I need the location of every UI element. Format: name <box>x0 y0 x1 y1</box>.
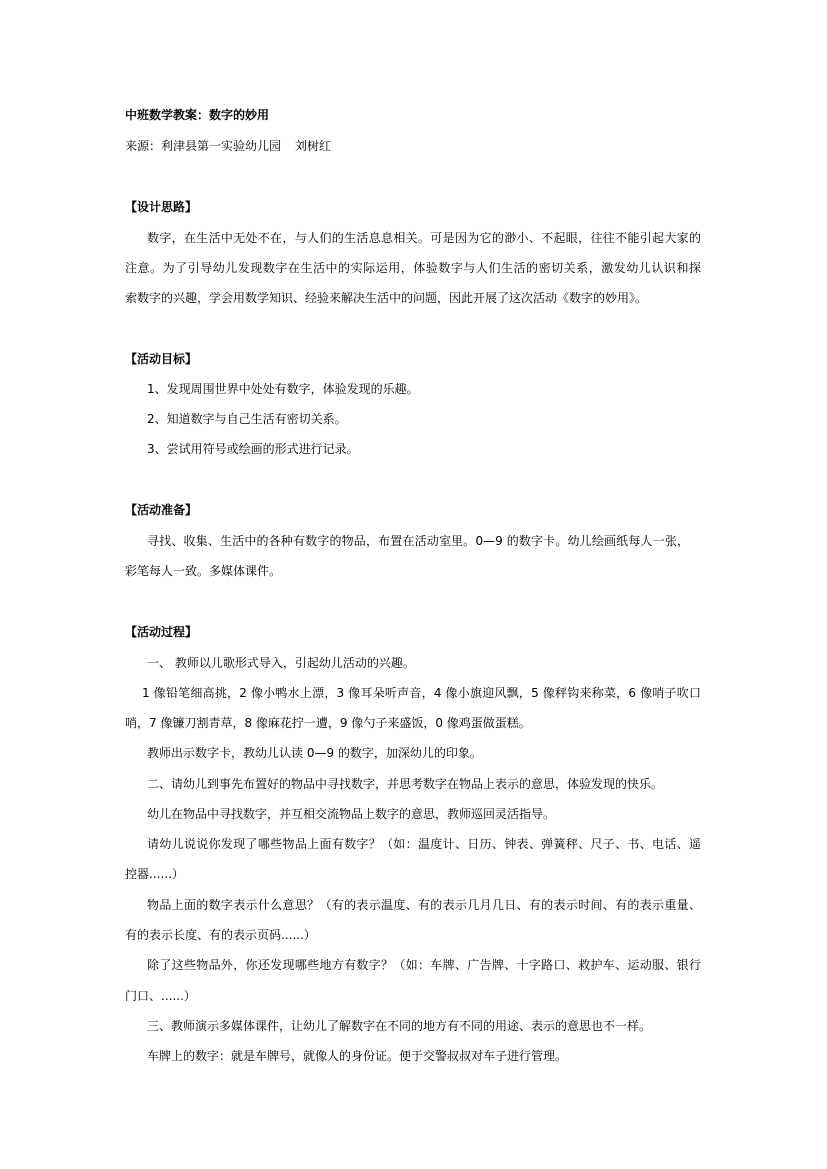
section-heading-process: 【活动过程】 <box>125 625 198 639</box>
source-label: 来源：利津县第一实验幼儿园 <box>125 139 282 153</box>
section-heading-goals: 【活动目标】 <box>125 352 198 366</box>
process-line: 物品上面的数字表示什么意思？（有的表示温度、有的表示几月几日、有的表示时间、有的表示重量、 <box>147 898 701 912</box>
prep-paragraph-line: 彩笔每人一致。多媒体课件。 <box>125 564 282 578</box>
document-title: 中班数学教案：数字的妙用 <box>125 108 270 122</box>
process-line: 控器......） <box>125 867 184 881</box>
process-line: 幼儿在物品中寻找数字，并互相交流物品上数字的意思，教师巡回灵活指导。 <box>147 807 556 821</box>
prep-paragraph-line: 寻找、收集、生活中的各种有数字的物品，布置在活动室里。0—9 的数字卡。幼儿绘画纸每人一张， <box>147 534 689 548</box>
goal-item: 1、发现周围世界中处处有数字，体验发现的乐趣。 <box>147 382 419 396</box>
process-line: 一、 教师以儿歌形式导入，引起幼儿活动的兴趣。 <box>147 656 415 670</box>
process-line: 请幼儿说说你发现了哪些物品上面有数字？（如：温度计、日历、钟表、弹簧秤、尺子、书、电话、遥 <box>147 837 701 851</box>
process-line: 有的表示长度、有的表示页码......） <box>125 928 316 942</box>
process-line: 除了这些物品外，你还发现哪些地方有数字？（如：车牌、广告牌、十字路口、救护车、运动服、银行 <box>147 958 701 972</box>
process-line: 1 像铅笔细高挑，2 像小鸭水上漂，3 像耳朵听声音，4 像小旗迎风飘，5 像秤钩来称菜，6 像哨子吹口 <box>142 686 701 700</box>
section-heading-prep: 【活动准备】 <box>125 503 198 517</box>
process-line: 门口、......） <box>125 989 196 1003</box>
process-line: 教师出示数字卡，教幼儿认读 0—9 的数字，加深幼儿的印象。 <box>147 746 482 760</box>
design-paragraph-line: 注意。为了引导幼儿发现数字在生活中的实际运用，体验数字与人们生活的密切关系，激发幼儿认识和探 <box>125 261 701 275</box>
goal-item: 2、知道数字与自己生活有密切关系。 <box>147 412 347 426</box>
process-line: 二、请幼儿到事先布置好的物品中寻找数字，并思考数字在物品上表示的意思，体验发现的快乐。 <box>147 777 664 791</box>
source-line <box>125 138 331 154</box>
process-line: 车牌上的数字：就是车牌号，就像人的身份证。便于交警叔叔对车子进行管理。 <box>147 1049 568 1063</box>
design-paragraph-line: 索数字的兴趣，学会用数学知识、经验来解决生活中的问题，因此开展了这次活动《数字的妙用》。 <box>125 291 648 305</box>
goal-item: 3、尝试用符号或绘画的形式进行记录。 <box>147 442 359 456</box>
design-paragraph-line: 数字，在生活中无处不在，与人们的生活息息相关。可是因为它的渺小、不起眼，往往不能引起大家的 <box>147 231 701 245</box>
process-line: 三、教师演示多媒体课件，让幼儿了解数字在不同的地方有不同的用途、表示的意思也不一样。 <box>147 1019 652 1033</box>
author-name: 刘树红 <box>295 139 332 153</box>
section-heading-design: 【设计思路】 <box>125 200 198 214</box>
process-line: 哨，7 像镰刀割青草，8 像麻花拧一遭，9 像勺子来盛饭，0 像鸡蛋做蛋糕。 <box>125 716 531 730</box>
